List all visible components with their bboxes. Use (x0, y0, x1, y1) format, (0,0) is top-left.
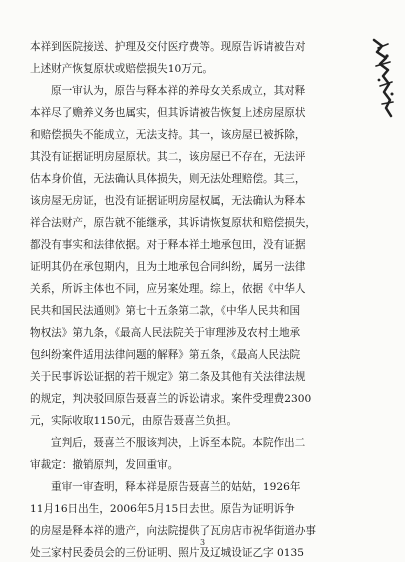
paragraph-start-line: 原一审认为，原告与释本祥的养母女关系成立，其对释 (51, 85, 306, 97)
text-line: 本祥到医院接送、护理及交付医疗费等。现原告诉请被告对 (30, 41, 306, 53)
text-line: 其没有证据证明房屋原状。其二，该房屋已不存在，无法评 (30, 151, 306, 163)
text-line: 的规定，判决驳回原告聂喜兰的诉讼请求。案件受理费2300 (30, 393, 312, 405)
text-line: 上述财产恢复原状或赔偿损失10万元。 (30, 63, 213, 75)
text-line: 处三家村民委员会的三份证明、照片及辽城设证乙字 0135 (30, 547, 304, 559)
text-line: 估本身价值，无法确认具体损失，则无法处理赔偿。其三， (30, 173, 306, 185)
text-line: 关于民事诉讼证据的若干规定》第二条及其他有关法律法规 (30, 371, 306, 383)
text-line: 11月16日出生，2006年5月15日去世。原告为证明诉争 (30, 503, 295, 515)
margin-ink-mark-icon (368, 36, 398, 124)
body-text (30, 36, 360, 564)
page-number: 3 (199, 538, 206, 547)
text-line: 祥合法财产，原告就不能继承，其诉请恢复原状和赔偿损失， (30, 217, 317, 229)
text-line: 关系，所诉主体也不同，应另案处理。综上，依据《中华人 (30, 283, 306, 295)
text-line: 物权法》第九条，《最高人民法院关于审理涉及农村土地承 (30, 327, 301, 339)
text-line: 该房屋无房证，也没有证据证明房屋权属，无法确认为释本 (30, 195, 306, 207)
paragraph-start-line: 重审一审查明，释本祥是原告聂喜兰的姑姑，1926年 (51, 481, 301, 493)
text-line: 的房屋是释本祥的遗产，向法院提供了瓦房店市祝华街道办事 (30, 525, 317, 537)
text-line: 审裁定：撤销原判，发回重审。 (30, 459, 179, 471)
text-line: 都没有事实和法律依据。对于释本祥土地承包田，没有证据 (30, 239, 306, 251)
text-line: 元，实际收取1150元，由原告聂喜兰负担。 (30, 415, 238, 427)
text-line: 和赔偿损失不能成立，无法支持。其一，该房屋已被拆除， (30, 129, 306, 141)
text-line: 民共和国民法通则》第七十五条第二款，《中华人民共和国 (30, 305, 301, 317)
text-line: 包纠纷案件适用法律问题的解释》第五条，《最高人民法院 (30, 349, 301, 361)
paragraph-start-line: 宣判后，聂喜兰不服该判决，上诉至本院。本院作出二 (51, 437, 306, 449)
text-line: 证明其仍在承包期内，且为土地承包合同纠纷，属另一法律 (30, 261, 306, 273)
text-line: 本祥尽了赡养义务也属实，但其诉请被告恢复上述房屋原状 (30, 107, 306, 119)
